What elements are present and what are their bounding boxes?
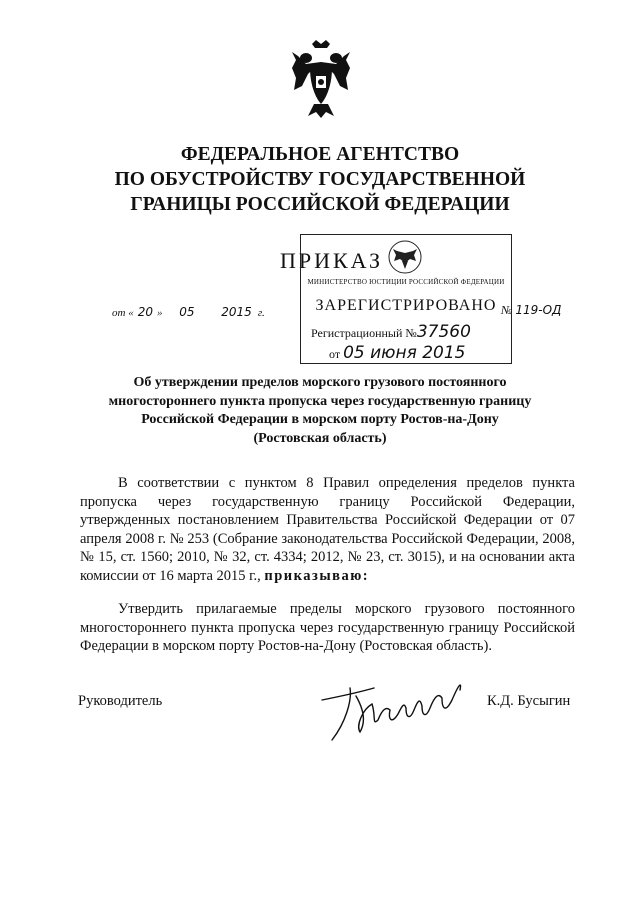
stamp-date [329, 343, 466, 363]
preamble-text: В соответствии с пунктом 8 Правил определения пределов пункта пропуска через государственную границу Российской Федерации, утвержденных постановлением Правительства Российской Федерации от 07 апреля 2008 г. № 253 (Собрание законодательства Российской Федерации, 2008, № 15, ст. 1560; 2010, № 32, ст. 4334; 2012, № 23, ст. 3015), и на основании акта комиссии от 16 марта 2015 г., [80, 475, 575, 584]
signer-name: К.Д. Бусыгин [487, 693, 571, 709]
agency-line: ФЕДЕРАЛЬНОЕ АГЕНТСТВО [180, 144, 460, 165]
order-date-sep: » [156, 307, 163, 319]
order-date [112, 305, 265, 319]
agency-line: ГРАНИЦЫ РОССИЙСКОЙ ФЕДЕРАЦИИ [130, 194, 510, 215]
stamp-registered: ЗАРЕГИСТРИРОВАНО [315, 297, 497, 314]
order-date-month: 05 [179, 305, 195, 319]
order-date-prefix: от « [112, 307, 134, 319]
order-subject [90, 374, 550, 448]
handwritten-signature-icon [312, 670, 472, 748]
preamble-paragraph [80, 474, 575, 585]
agency-name [60, 142, 580, 217]
order-title: ПРИКАЗ [280, 248, 384, 273]
stamp-date-value: 05 июня 2015 [343, 343, 466, 363]
subject-line: Об утверждении пределов морского грузового постоянного [133, 375, 507, 390]
stamp-date-label: от [329, 347, 341, 361]
stamp-regno-label: Регистрационный № [311, 326, 417, 340]
signer-title: Руководитель [78, 693, 163, 709]
order-number-value: 119-ОД [515, 303, 562, 317]
order-word: приказываю: [264, 567, 370, 584]
order-date-year: 2015 [221, 305, 252, 319]
agency-line: ПО ОБУСТРОЙСТВУ ГОСУДАРСТВЕННОЙ [114, 169, 526, 190]
stamp-emblem-icon [388, 239, 422, 275]
stamp-ministry: МИНИСТЕРСТВО ЮСТИЦИИ РОССИЙСКОЙ ФЕДЕРАЦИИ [307, 278, 505, 286]
subject-line: Российской Федерации в морском порту Ростов-на-Дону [141, 412, 499, 427]
double-headed-eagle-emblem-icon [290, 38, 352, 120]
order-date-suffix: г. [257, 307, 265, 319]
stamp-regno-value: 37560 [416, 322, 471, 342]
registration-stamp [300, 234, 512, 364]
directive-paragraph: Утвердить прилагаемые пределы морского грузового постоянного многостороннего пункта пропуска через государственную границу Российской Федерации в морском порту Ростов-на-Дону (Ростовская область). [80, 601, 575, 654]
subject-line: (Ростовская область) [253, 430, 387, 446]
stamp-regno [311, 322, 471, 342]
order-number-prefix: № [501, 303, 513, 317]
order-date-day: 20 [137, 305, 153, 319]
subject-line: многостороннего пункта пропуска через государственную границу [108, 393, 532, 409]
